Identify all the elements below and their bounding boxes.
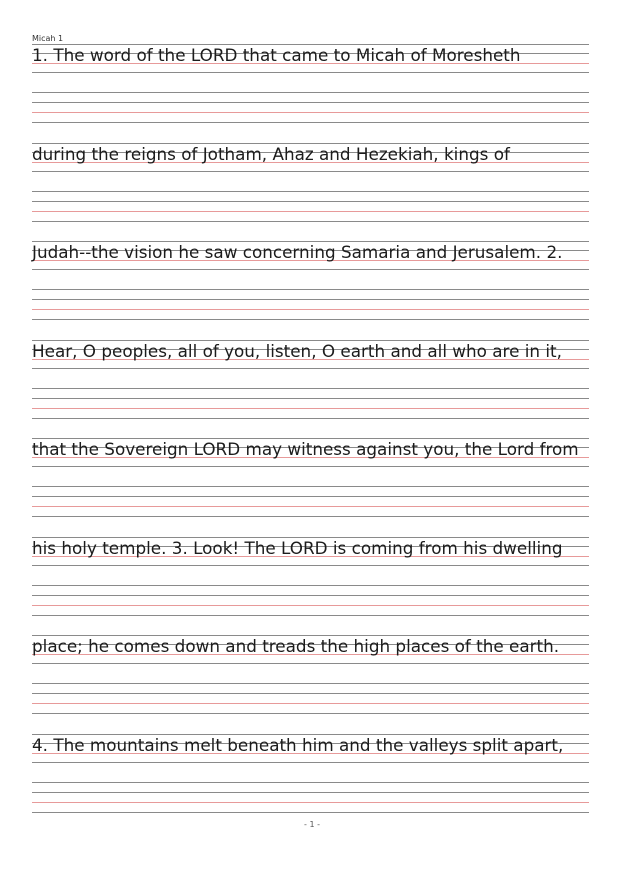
- practice-text-line: that the Sovereign LORD may witness against you, the Lord from: [32, 439, 579, 459]
- practice-block: [32, 143, 589, 242]
- baseline-rule: [32, 802, 589, 803]
- guide-rule: [32, 615, 589, 616]
- practice-block: [32, 438, 589, 537]
- guide-rule: [32, 221, 589, 222]
- guide-rule: [32, 388, 589, 389]
- practice-block: [32, 537, 589, 636]
- practice-text-line: place; he comes down and treads the high places of the earth.: [32, 636, 560, 656]
- baseline-rule: [32, 408, 589, 409]
- guide-rule: [32, 102, 589, 103]
- practice-block: [32, 340, 589, 439]
- guide-rule: [32, 496, 589, 497]
- guide-rule: [32, 713, 589, 714]
- practice-block: [32, 44, 589, 143]
- practice-block: [32, 241, 589, 340]
- guide-rule: [32, 299, 589, 300]
- guide-rule: [32, 683, 589, 684]
- baseline-rule: [32, 309, 589, 310]
- guide-rule: [32, 269, 589, 270]
- baseline-rule: [32, 112, 589, 113]
- guide-rule: [32, 792, 589, 793]
- guide-rule: [32, 191, 589, 192]
- guide-rule: [32, 516, 589, 517]
- guide-rule: [32, 92, 589, 93]
- page-header: Micah 1: [32, 34, 64, 43]
- baseline-rule: [32, 506, 589, 507]
- guide-rule: [32, 368, 589, 369]
- guide-rule: [32, 762, 589, 763]
- guide-rule: [32, 466, 589, 467]
- guide-rule: [32, 663, 589, 664]
- practice-block: [32, 734, 589, 833]
- guide-rule: [32, 418, 589, 419]
- practice-text-line: during the reigns of Jotham, Ahaz and Hezekiah, kings of: [32, 143, 510, 164]
- guide-rule: [32, 201, 589, 202]
- practice-text-line: Judah--the vision he saw concerning Samaria and Jerusalem. 2.: [32, 242, 563, 262]
- guide-rule: [32, 486, 589, 487]
- guide-rule: [32, 171, 589, 172]
- guide-rule: [32, 812, 589, 813]
- guide-rule: [32, 319, 589, 320]
- guide-rule: [32, 289, 589, 290]
- guide-rule: [32, 72, 589, 73]
- practice-text-line: his holy temple. 3. Look! The LORD is coming from his dwelling: [32, 537, 563, 558]
- guide-rule: [32, 565, 589, 566]
- guide-rule: [32, 122, 589, 123]
- guide-rule: [32, 693, 589, 694]
- guide-rule: [32, 782, 589, 783]
- baseline-rule: [32, 605, 589, 606]
- page-number: - 1 -: [304, 820, 320, 829]
- practice-block: [32, 635, 589, 734]
- guide-rule: [32, 595, 589, 596]
- practice-text-line: 4. The mountains melt beneath him and the valleys split apart,: [32, 734, 564, 755]
- baseline-rule: [32, 211, 589, 212]
- practice-text-line: 1. The word of the LORD that came to Micah of Moresheth: [32, 45, 521, 65]
- baseline-rule: [32, 703, 589, 704]
- guide-rule: [32, 585, 589, 586]
- guide-rule: [32, 398, 589, 399]
- practice-text-line: Hear, O peoples, all of you, listen, O earth and all who are in it,: [32, 340, 562, 361]
